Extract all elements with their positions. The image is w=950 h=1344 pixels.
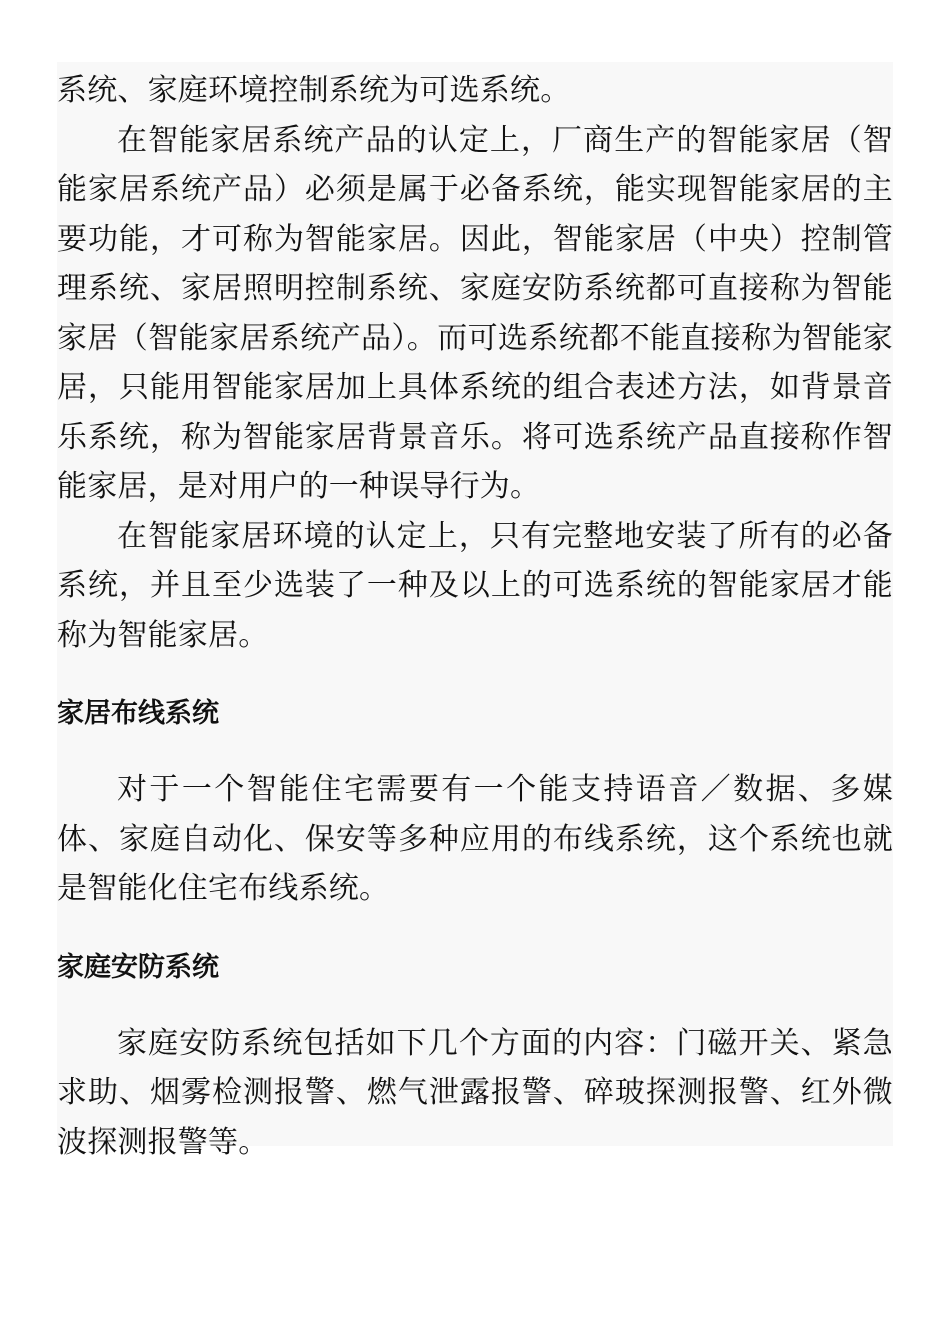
paragraph-product-definition: 在智能家居系统产品的认定上，厂商生产的智能家居（智能家居系统产品）必须是属于必备系统，能实现智能家居的主要功能，才可称为智能家居。因此，智能家居（中央）控制管理系统、家居照明控制系统、家庭安防系统都可直接称为智能家居（智能家居系统产品）。而可选系统都不能直接称为智能家居，只能用智能家居加上具体系统的组合表述方法，如背景音乐系统，称为智能家居背景音乐。将可选系统产品直接称作智能家居，是对用户的一种误导行为。 (57, 122, 893, 504)
paragraph-environment-definition: 在智能家居环境的认定上，只有完整地安装了所有的必备系统，并且至少选装了一种及以上的可选系统的智能家居才能称为智能家居。 (57, 518, 893, 653)
paragraph-continuation: 系统、家庭环境控制系统为可选系统。 (57, 73, 571, 108)
section-heading-security: 家庭安防系统 (57, 951, 219, 983)
section-heading-wiring: 家居布线系统 (57, 698, 219, 729)
paragraph-wiring-system: 对于一个智能住宅需要有一个能支持语音／数据、多媒体、家庭自动化、保安等多种应用的布线系统，这个系统也就是智能化住宅布线系统。 (57, 772, 893, 906)
paragraph-security-system: 家庭安防系统包括如下几个方面的内容：门磁开关、紧急求助、烟雾检测报警、燃气泄露报警、碎玻探测报警、红外微波探测报警等。 (57, 1025, 893, 1160)
document-body (57, 62, 893, 1160)
